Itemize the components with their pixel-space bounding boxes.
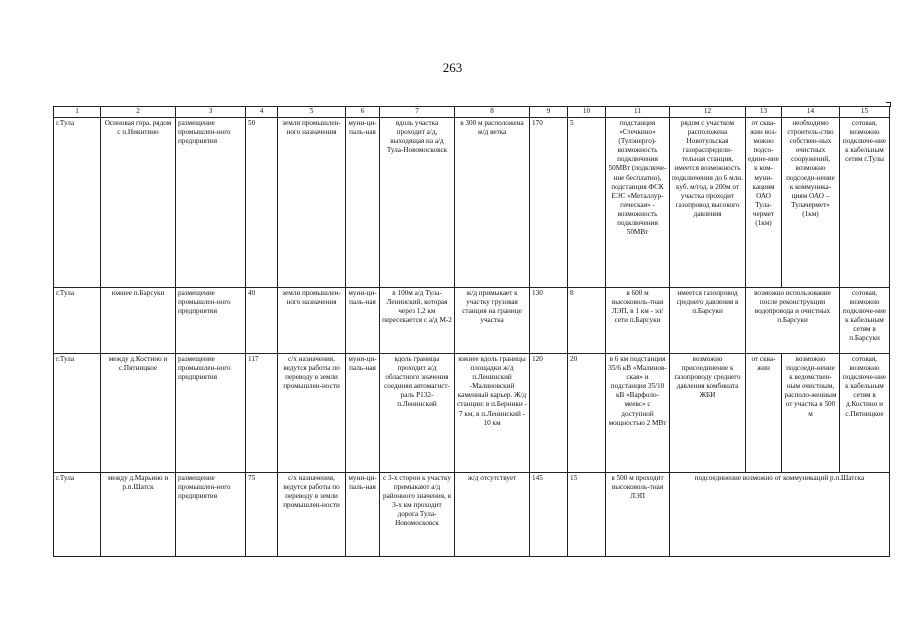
cell-road: с 3-х сторон к участку примыкают а/д районного значения, в 3-х км проходит дорога Тула-Новомосковск (380, 473, 455, 557)
cell-water: от сква-жин (746, 354, 782, 473)
cell-area: 117 (246, 354, 278, 473)
cell-gas: возможно присоединение к газопроводу среднего давления комбината ЖБИ (670, 354, 746, 473)
col-number: 5 (278, 107, 346, 118)
col-number: 11 (606, 107, 670, 118)
cell-railway: южнее вдоль границы площадки ж/д п.Ленинский -Малиновский каменный карьер. Ж/д станции: в п.Берники - 7 км, в п.Ленинский - 10 км (455, 354, 530, 473)
cell-distance-1: 120 (530, 354, 568, 473)
col-number: 8 (455, 107, 530, 118)
cell-distance-1: 170 (530, 118, 568, 288)
cell-gas: рядом с участком расположена Новотульская газораспредели-тельная станция, имеется возможность подключения до 6 млн. куб. м/год. в 200м от участка проходит газопровод высокого давления (670, 118, 746, 288)
col-number: 12 (670, 107, 746, 118)
cell-ownership: муни-ци-паль-ная (346, 118, 380, 288)
cell-location: между д.Костино и с.Пятницкое (101, 354, 176, 473)
cell-distance-2: 15 (568, 473, 606, 557)
cell-location: между д.Марьино и р.п.Шатск (101, 473, 176, 557)
land-plots-table (53, 106, 890, 557)
cell-water-sewerage: возможно использование после реконструкции водопровода и очистных п.Барсуки (746, 288, 840, 354)
col-number: 3 (176, 107, 246, 118)
cell-water: от сква-жин воз-можно подсо-едине-ние к ком-муни-кациям ОАО Тула-чермет (1км) (746, 118, 782, 288)
cell-distance-1: 130 (530, 288, 568, 354)
column-number-row (54, 107, 890, 118)
cell-communications: сотовая, возможно подключе-ние к кабельным сетям в д.Костино и с.Пятницкое (840, 354, 890, 473)
cell-land-category: с/х назначения, ведутся работы по переводу в земли промышлен-ности (278, 354, 346, 473)
col-number: 2 (101, 107, 176, 118)
col-number: 10 (568, 107, 606, 118)
cell-location: южнее п.Барсуки (101, 288, 176, 354)
cell-railway: ж/д отсутствует (455, 473, 530, 557)
cell-sewerage: возможно подсоеди-нение к ведомствен-ным очистным, располо-женным от участка в 500 м (782, 354, 840, 473)
page-number: 263 (442, 60, 463, 75)
cell-purpose: размещение промышлен-ного предприятия (176, 118, 246, 288)
cell-electricity: подстанция «Стечкино» (Тулэнерго)-возможность подключения 50МВт (подключе-ние бесплатно), подстанция ФСК ЕЭС «Металлур-гическая» - возможность подключения 50МВт (606, 118, 670, 288)
col-number: 15 (840, 107, 890, 118)
cell-ownership: муни-ци-паль-ная (346, 354, 380, 473)
cell-railway: в 300 м расположена ж/д ветка (455, 118, 530, 288)
col-number: 13 (746, 107, 782, 118)
table-row (54, 354, 890, 473)
cell-road: вдоль границы проходит а/д областного значения соединяя автомагист-раль Р132-п.Ленинский (380, 354, 455, 473)
cell-gas: имеется газопровод среднего давления в п.Барсуки (670, 288, 746, 354)
cell-area: 75 (246, 473, 278, 557)
col-number: 7 (380, 107, 455, 118)
cell-municipality: г.Тула (54, 473, 101, 557)
cell-land-category: с/х назначения, ведутся работы по переводу в земли промышлен-ности (278, 473, 346, 557)
cell-purpose: размещение промышлен-ного предприятия (176, 473, 246, 557)
table-row (54, 118, 890, 288)
cell-purpose: размещение промышлен-ного предприятия (176, 354, 246, 473)
cell-distance-2: 8 (568, 288, 606, 354)
cell-municipality: г.Тула (54, 288, 101, 354)
cell-land-category: земли промышлен-ного назначения (278, 118, 346, 288)
col-number: 14 (782, 107, 840, 118)
cell-road: в 100м а/д Тула-Ленинский, которая через 1,2 км пересекается с а/д М-2 (380, 288, 455, 354)
cell-distance-2: 20 (568, 354, 606, 473)
col-number: 9 (530, 107, 568, 118)
cell-area: 40 (246, 288, 278, 354)
cell-purpose: размещение промышлен-ного предприятия (176, 288, 246, 354)
cell-electricity: в 500 м проходит высоковоль-тная ЛЭП (606, 473, 670, 557)
cell-ownership: муни-ци-паль-ная (346, 288, 380, 354)
cell-railway: ж/д примыкает к участку грузовая станция на границе участка (455, 288, 530, 354)
cell-road: вдоль участка проходит а/д, выходящая на а/д Тула-Новомосковск (380, 118, 455, 288)
cell-communications: сотовая, возможно подключе-ние к кабельным сетям г.Тулы (840, 118, 890, 288)
table-row (54, 288, 890, 354)
cell-sewerage: необходимо строитель-ство собствен-ных очистных сооружений, возможно подсоеди-нение к коммуника-циям ОАО – Тулачермет» (1км) (782, 118, 840, 288)
cell-distance-1: 145 (530, 473, 568, 557)
cell-location: Осиновая гора, рядом с п.Никитино (101, 118, 176, 288)
cell-electricity: в 6 км подстанция 35/6 кВ «Малинов-ская» и подстанция 35/10 кВ «Варфоло-меевс» с доступной мощностью 2 МВт (606, 354, 670, 473)
cell-utilities-merged: подсоединение возможно от коммуникаций р.п.Шатска (670, 473, 890, 557)
cell-distance-2: 5 (568, 118, 606, 288)
col-number: 1 (54, 107, 101, 118)
cell-electricity: в 600 м высоковоль-тная ЛЭП, в 1 км - эл/сети п.Барсуки (606, 288, 670, 354)
cell-land-category: земли промышлен-ного назначения (278, 288, 346, 354)
cell-ownership: муни-ци-паль-ная (346, 473, 380, 557)
cell-municipality: г.Тула (54, 118, 101, 288)
table-row (54, 473, 890, 557)
cell-communications: сотовая, возможно подключе-ние к кабельным сетям в п.Барсуки (840, 288, 890, 354)
cell-area: 50 (246, 118, 278, 288)
cell-municipality: г.Тула (54, 354, 101, 473)
col-number: 4 (246, 107, 278, 118)
col-number: 6 (346, 107, 380, 118)
